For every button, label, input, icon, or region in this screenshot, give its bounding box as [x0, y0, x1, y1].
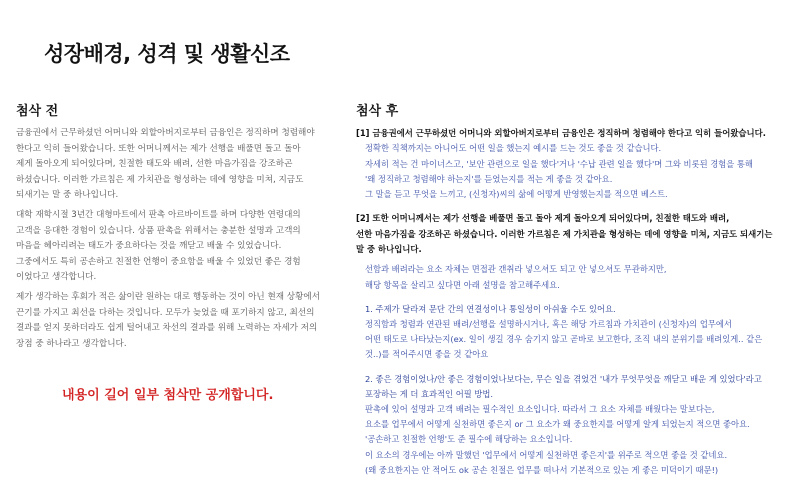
intro-line: 해당 항목을 살리고 싶다면 아래 설명을 참고해주세요.	[365, 279, 560, 290]
partial-notice: 내용이 길어 일부 첨삭만 공개합니다.	[62, 388, 274, 403]
section-2-title	[356, 211, 792, 257]
section-title-line: [2] 또한 어머니께서는 제가 선행을 베풀면 돌고 돌아 제게 돌아오게 되어있다며, 친절한 태도와 배려,	[356, 213, 730, 224]
section-title-line: 말 중 하나입니다.	[356, 244, 422, 255]
paragraph-line: 그중에서도 특히 공손하고 친절한 언행이 중요함을 배울 수 있었던 좋은 경험	[16, 256, 301, 267]
page-title: 성장배경, 성격 및 생활신조	[44, 42, 290, 66]
paragraph-line: 마음을 헤아리려는 태도가 중요하다는 것을 깨닫고 배울 수 있었습니다.	[16, 241, 282, 252]
before-paragraph	[16, 290, 346, 352]
before-paragraph	[16, 126, 346, 204]
body-line: 어떤 태도로 나타났는지(ex. 일이 생길 경우 숨기지 않고 곧바로 보고한다, 조직 내의 분위기를 배려있게.. 같은	[365, 334, 763, 345]
paragraph-line: 결과를 얻지 못하더라도 쉽게 털어내고 차선의 결과를 위해 노력하는 자세가 저의	[16, 323, 318, 334]
paragraph-line: 금융권에서 근무하셨던 어머니와 외할아버지로부터 금융인은 정직하며 청렴해야	[16, 128, 315, 138]
note-line: 자세히 적는 건 마이너스고, '보안 관련으로 일을 했다'거나 '수납 관련 일을 했다'며 그와 비롯된 경험을 통해	[365, 158, 753, 169]
paragraph-line: 대학 재학시절 3년간 대형마트에서 판촉 아르바이트를 하며 다양한 연령대의	[16, 209, 301, 220]
point-2-title	[365, 372, 792, 402]
paragraph-line: 하셨습니다. 이러한 가르침은 제 가치관을 형성하는 데에 영향을 미쳐, 지금도	[16, 174, 304, 185]
paragraph-line: 고객을 응대한 경험이 있습니다. 상품 판촉을 위해서는 충분한 설명과 고객의	[16, 225, 301, 236]
body-line: 이 요소의 경우에는 아까 말했던 '업무에서 어떻게 실천하면 좋은지'를 위주로 적으면 좋을 것 같네요.	[365, 449, 728, 460]
body-line: '공손하고 친절한 언행'도 준 필수에 해당하는 요소입니다.	[365, 434, 573, 445]
before-heading: 첨삭 전	[16, 104, 59, 119]
section-1-title: [1] 금융권에서 근무하셨던 어머니와 외할아버지로부터 금융인은 정직하며 청렴해야 한다고 익히 들어왔습니다.	[356, 128, 766, 138]
section-1-notes	[365, 141, 792, 202]
paragraph-line: 제가 생각하는 후회가 적은 삶이란 원하는 대로 행동하는 것이 아닌 현재 상황에서	[16, 291, 321, 302]
body-line: 것..)를 적어주시면 좋을 것 같아요	[365, 349, 489, 360]
paragraph-line: 한다고 익히 들어왔습니다. 또한 어머니께서는 제가 선행을 배풀면 돌고 돌아	[16, 143, 301, 154]
body-line: 요소를 업무에서 어떻게 실천하면 좋은지 or 그 요소가 왜 중요한지를 어떻게 알게 되었는지 적으면 좋아요.	[365, 419, 750, 430]
after-column	[356, 100, 792, 478]
paragraph-line: 되새기는 말 중 하나입니다.	[16, 190, 119, 201]
paragraph-line: 제게 돌아오게 되어있다며, 친절한 태도와 배려, 선한 마음가짐을 강조하곤	[16, 159, 293, 170]
note-line: '왜 정직하고 청렴해야 하는지'를 듣었는지를 적는 게 좋을 것 같아요.	[365, 173, 613, 184]
intro-line: 선함과 배려라는 요소 자체는 면접관 갠취라 넣으셔도 되고 안 넣으셔도 무관하지만,	[365, 264, 667, 275]
before-column	[16, 100, 346, 356]
point-1-title: 1. 주제가 달라져 문단 간의 연결성이나 통일성이 아쉬울 수도 있어요.	[365, 303, 616, 314]
paragraph-line: 이었다고 생각합니다.	[16, 272, 97, 283]
point-1-body	[365, 317, 792, 363]
before-paragraphs	[16, 126, 346, 352]
body-line: 판촉에 있어 설명과 고객 배려는 필수적인 요소입니다. 따라서 그 요소 자체를 배웠다는 말보다는,	[365, 404, 715, 415]
point-2-body	[365, 402, 792, 478]
after-heading: 첨삭 후	[356, 104, 399, 119]
body-line: 정직함과 청렴과 연관된 배려/선행을 설명하시거나, 혹은 해당 가르침과 가치관이 (신청자)의 업무에서	[365, 319, 732, 330]
paragraph-line: 끈기를 가지고 최선을 다하는 것입니다. 모두가 늦었을 때 포기하지 않고, 최선의	[16, 307, 315, 318]
note-line: 그 말을 듣고 무엇을 느끼고, (신청자)씨의 삶에 어떻게 반영했는지를 적으면 베스트.	[365, 189, 668, 200]
point-title-line: 포장하는 게 더 효과적인 어필 방법.	[365, 388, 494, 399]
section-2-intro	[365, 262, 792, 292]
point-title-line: 2. 좋은 경험이었나/안 좋은 경험이었나보다는, 무슨 일을 겪었건 '내가 무엇무엇을 깨닫고 배운 게 있었다'라고	[365, 373, 762, 384]
section-title-line: 선한 마음가짐을 강조하곤 하셨습니다. 이러한 가르침은 제 가치관을 형성하는 데에 영향을 미쳐, 지금도 되새기는	[356, 228, 773, 239]
body-line: (왜 중요한지는 안 적어도 ok 공손 친절은 업무를 떠나서 기본적으로 있는 게 좋은 미덕이기 때문!)	[365, 464, 719, 475]
note-line: 정확한 직책까지는 아니어도 어떤 일을 했는지 예시를 드는 것도 좋을 것 같습니다.	[365, 143, 662, 154]
before-paragraph	[16, 208, 346, 286]
paragraph-line: 장점 중 하나라고 생각합니다.	[16, 338, 127, 349]
